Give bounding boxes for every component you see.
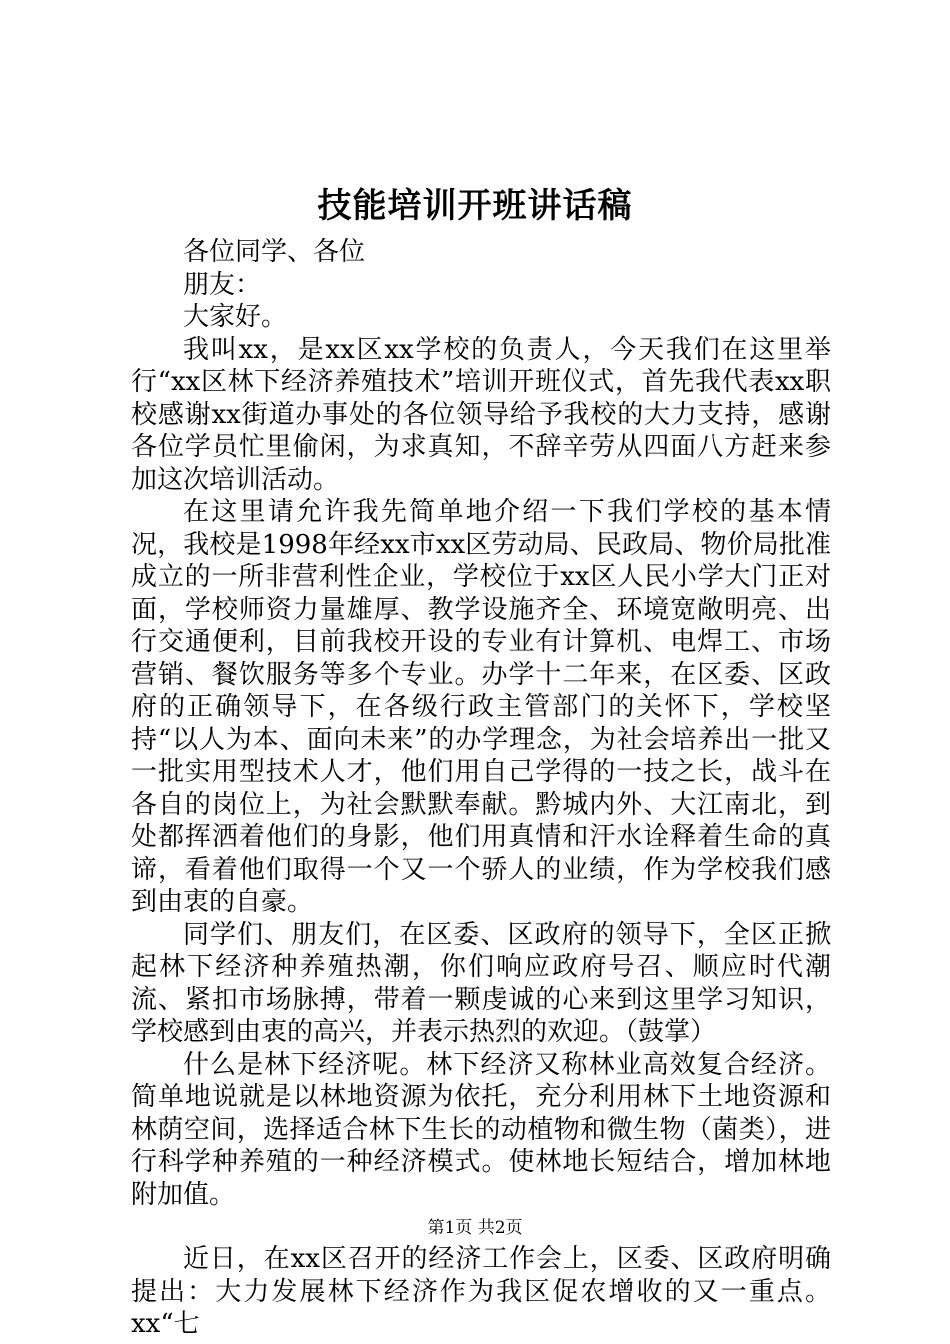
paragraph-school-overview: 在这里请允许我先简单地介绍一下我们学校的基本情况，我校是1998年经xx市xx区劳动局、民政局、物价局批准成立的一所非营利性企业，学校位于xx区人民小学大门正对面，学校师资力量雄厚、教学设施齐全、环境宽敞明亮、出行交通便利，目前我校开设的专业有计算机、电焊工、市场营销、餐饮服务等多个专业。办学十二年来，在区委、区政府的正确领导下，在各级行政主管部门的关怀下，学校坚持“以人为本、面向未来”的办学理念，为社会培养出一批又一批实用型技术人才，他们用自己学得的一技之长，战斗在各自的岗位上，为社会默默奉献。黔城内外、大江南北，到处都挥洒着他们的身影，他们用真情和汗水诠释着生命的真谛，看着他们取得一个又一个骄人的业绩，作为学校我们感到由衷的自豪。 (131, 497, 831, 917)
paragraph-welcome: 同学们、朋友们，在区委、区政府的领导下，全区正掀起林下经济种养殖热潮，你们响应政府号召、顺应时代潮流、紧扣市场脉搏，带着一颗虔诚的心来到这里学习知识，学校感到由衷的高兴，并表示热烈的欢迎。（鼓掌） (131, 919, 831, 1047)
greeting-line-2: 朋友： (183, 269, 262, 300)
page-footer: 第1页 共2页 (427, 1218, 523, 1238)
greeting-line-3: 大家好。 (183, 302, 288, 332)
document-title: 技能培训开班讲话稿 (317, 186, 633, 226)
paragraph-forest-economy: 什么是林下经济呢。林下经济又称林业高效复合经济。简单地说就是以林地资源为依托，充分利用林下土地资源和林荫空间，选择适合林下生长的动植物和微生物（菌类），进行科学种养殖的一种经济模式。使林地长短结合，增加林地附加值。 (131, 1049, 831, 1210)
document-body (131, 236, 831, 1341)
greeting-line-1: 各位同学、各位 (183, 237, 366, 267)
paragraph-recent-meeting: 近日，在xx区召开的经济工作会上，区委、区政府明确提出：大力发展林下经济作为我区促农增收的又一重点。xx“七 (131, 1244, 831, 1339)
paragraph-introduction: 我叫xx，是xx区xx学校的负责人，今天我们在这里举行“xx区林下经济养殖技术”培训开班仪式，首先我代表xx职校感谢xx街道办事处的各位领导给予我校的大力支持，感谢各位学员忙里偷闲，为求真知，不辞辛劳从四面八方赶来参加这次培训活动。 (131, 334, 831, 495)
